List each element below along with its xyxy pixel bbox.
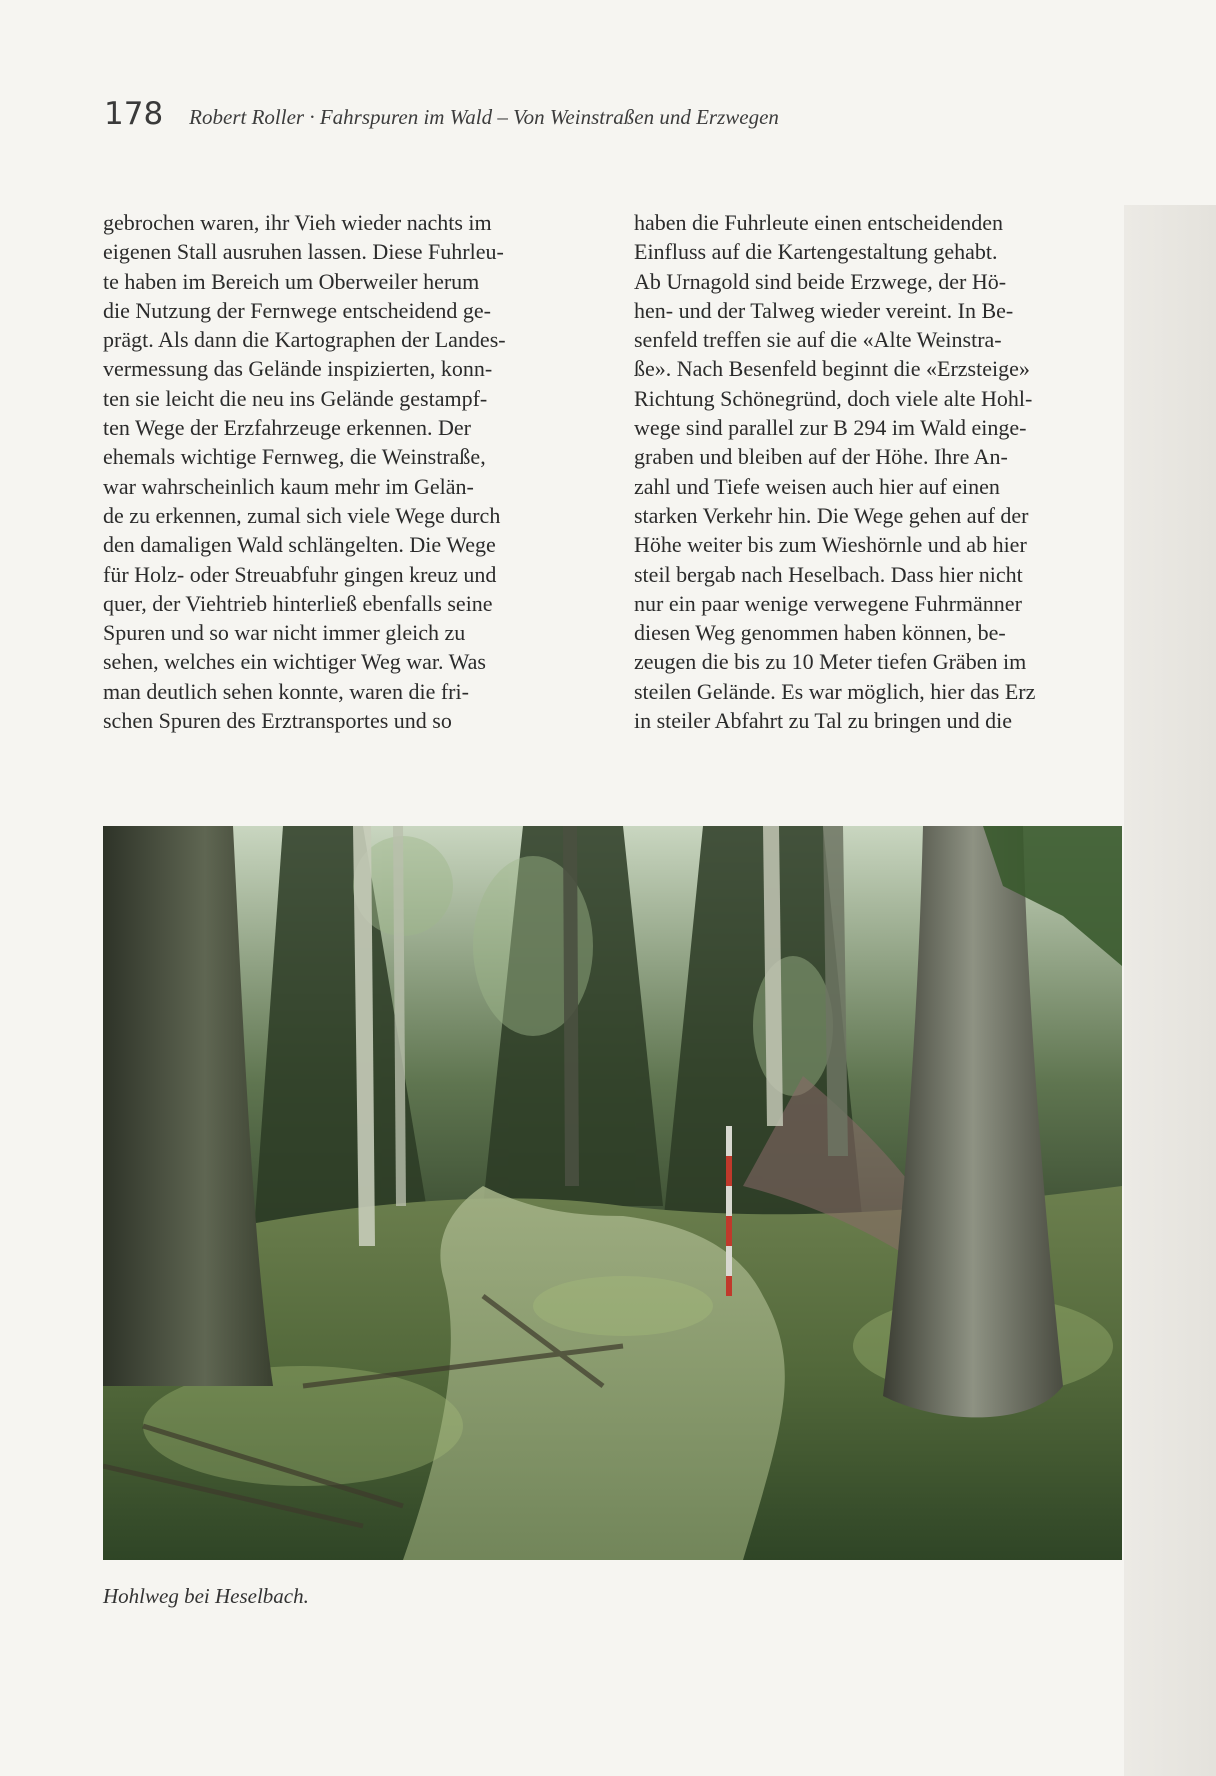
text-line: ten Wege der Erzfahrzeuge erkennen. Der xyxy=(103,415,471,441)
text-line: steilen Gelände. Es war möglich, hier das Erz xyxy=(634,678,1036,704)
text-line: gebrochen waren, ihr Vieh wieder nachts im xyxy=(103,210,492,235)
text-line: wege sind parallel zur B 294 im Wald einge- xyxy=(634,415,1027,441)
text-line: de zu erkennen, zumal sich viele Wege durch xyxy=(103,502,501,528)
text-line: te haben im Bereich um Oberweiler herum xyxy=(103,268,480,294)
running-head: Robert Roller · Fahrspuren im Wald – Von Weinstraßen und Erzwegen xyxy=(189,105,779,129)
text-line: haben die Fuhrleute einen entscheidenden xyxy=(634,210,1003,235)
text-line: quer, der Viehtrieb hinterließ ebenfalls seine xyxy=(103,590,493,616)
text-line: den damaligen Wald schlängelten. Die Wege xyxy=(103,532,496,558)
figure-caption: Hohlweg bei Heselbach. xyxy=(103,1584,309,1608)
text-line: für Holz- oder Streuabfuhr gingen kreuz und xyxy=(103,561,497,587)
text-line: vermessung das Gelände inspizierten, konn- xyxy=(103,356,493,382)
text-line: war wahrscheinlich kaum mehr im Gelän- xyxy=(103,473,474,499)
text-line: schen Spuren des Erztransportes und so xyxy=(103,708,452,734)
text-line: ten sie leicht die neu ins Gelände gestampf- xyxy=(103,385,488,411)
text-line: Höhe weiter bis zum Wieshörnle und ab hier xyxy=(634,532,1027,558)
text-line: Ab Urnagold sind beide Erzwege, der Hö- xyxy=(634,268,1007,294)
text-line: eigenen Stall ausruhen lassen. Diese Fuhrleu- xyxy=(103,239,504,265)
text-line: ße». Nach Besenfeld beginnt die «Erzsteige» xyxy=(634,356,1030,382)
text-line: senfeld treffen sie auf die «Alte Weinstra- xyxy=(634,327,1002,353)
text-line: steil bergab nach Heselbach. Dass hier nicht xyxy=(634,561,1023,587)
text-line: die Nutzung der Fernwege entscheidend ge- xyxy=(103,297,491,323)
forest-photo xyxy=(103,826,1122,1560)
text-line: zeugen die bis zu 10 Meter tiefen Gräben im xyxy=(634,649,1027,675)
text-line: sehen, welches ein wichtiger Weg war. Was xyxy=(103,649,486,675)
text-line: starken Verkehr hin. Die Wege gehen auf der xyxy=(634,502,1029,528)
text-line: nur ein paar wenige verwegene Fuhrmänner xyxy=(634,590,1022,616)
text-line: in steiler Abfahrt zu Tal zu bringen und die xyxy=(634,708,1013,734)
text-line: man deutlich sehen konnte, waren die fri- xyxy=(103,678,469,704)
right-text-column xyxy=(634,208,1126,735)
text-line: Richtung Schönegründ, doch viele alte Hohl- xyxy=(634,385,1033,411)
page-header xyxy=(104,96,1114,140)
text-line: ehemals wichtige Fernweg, die Weinstraße, xyxy=(103,444,486,470)
text-line: zahl und Tiefe weisen auch hier auf einen xyxy=(634,473,1000,499)
text-line: Einfluss auf die Kartengestaltung gehabt. xyxy=(634,239,998,265)
text-line: Spuren und so war nicht immer gleich zu xyxy=(103,620,466,646)
page-edge-shadow xyxy=(1124,205,1216,1776)
text-line: hen- und der Talweg wieder vereint. In Be- xyxy=(634,297,1014,323)
page-number: 178 xyxy=(104,96,164,132)
left-text-column xyxy=(103,208,597,735)
text-line: prägt. Als dann die Kartographen der Landes- xyxy=(103,327,506,353)
text-line: graben und bleiben auf der Höhe. Ihre An- xyxy=(634,444,1008,470)
text-line: diesen Weg genommen haben können, be- xyxy=(634,620,1006,646)
